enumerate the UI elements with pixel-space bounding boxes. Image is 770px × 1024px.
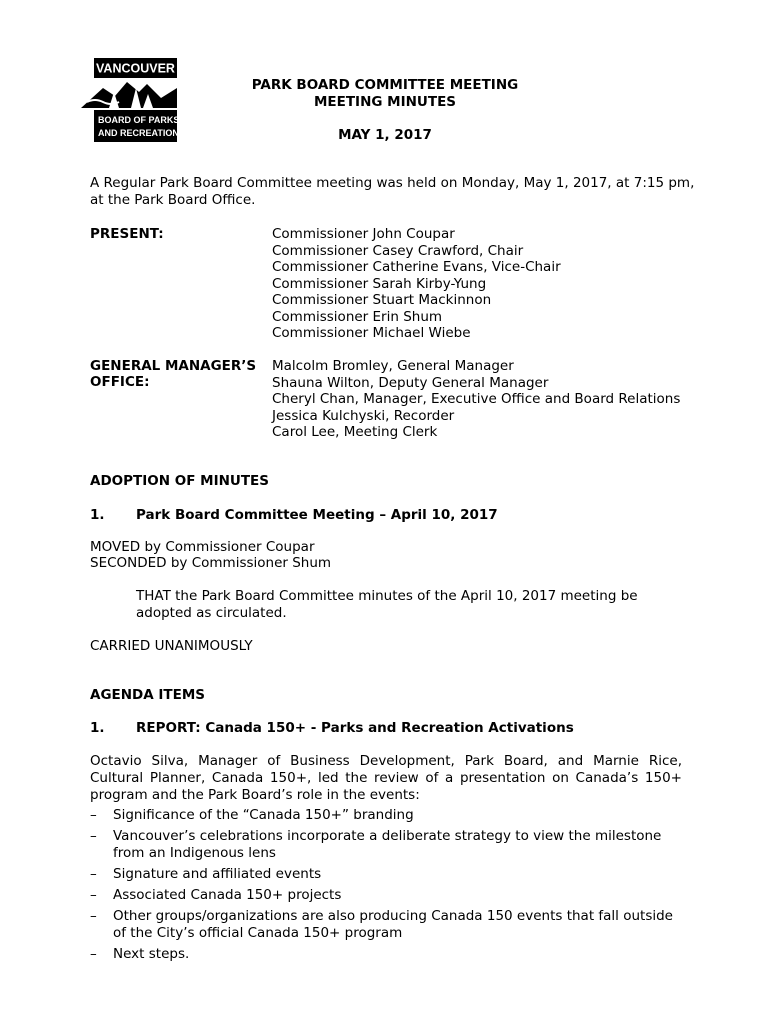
- adoption-heading: ADOPTION OF MINUTES: [90, 473, 270, 489]
- present-name: Commissioner Stuart Mackinnon: [272, 292, 492, 308]
- bullet-dash: –: [90, 807, 97, 823]
- list-item: [90, 866, 690, 883]
- intro-paragraph: A Regular Park Board Committee meeting was held on Monday, May 1, 2017, at 7:15 pm, at the Park Board Office.: [90, 175, 695, 208]
- bullet-text: Signature and affiliated events: [113, 866, 322, 882]
- gm-office-name: Malcolm Bromley, General Manager: [272, 358, 514, 374]
- mountain-icon: [81, 82, 177, 108]
- agenda-item-title: REPORT: Canada 150+ - Parks and Recreation Activations: [136, 720, 574, 736]
- bullet-dash: –: [90, 908, 97, 924]
- agenda-paragraph: Octavio Silva, Manager of Business Development, Park Board, and Marnie Rice, Cultural Planner, Canada 150+, led the review of a presentation on Canada’s 150+ program and the Park Board’s role in the events:: [90, 753, 682, 803]
- adoption-item-number: 1.: [90, 507, 105, 523]
- gm-office-label-line1: GENERAL MANAGER’S: [90, 358, 257, 374]
- gm-office-name: Carol Lee, Meeting Clerk: [272, 424, 438, 440]
- present-name: Commissioner Sarah Kirby-Yung: [272, 275, 487, 292]
- gm-office-name: Shauna Wilton, Deputy General Manager: [272, 374, 549, 391]
- present-list: [272, 226, 561, 342]
- present-name: Commissioner Erin Shum: [272, 308, 443, 325]
- present-name: Commissioner Catherine Evans, Vice-Chair: [272, 259, 561, 275]
- header-title-line1: PARK BOARD COMMITTEE MEETING: [251, 77, 519, 93]
- agenda-bullet-list: [90, 807, 690, 967]
- list-item: [90, 828, 690, 862]
- vancouver-park-board-logo: [81, 58, 177, 142]
- agenda-item-number: 1.: [90, 720, 105, 736]
- meeting-date: MAY 1, 2017: [338, 127, 432, 143]
- logo-text-bottom-1: BOARD OF PARKS: [98, 115, 177, 125]
- list-item: [90, 908, 690, 942]
- present-name: Commissioner Michael Wiebe: [272, 325, 471, 341]
- bullet-dash: –: [90, 828, 97, 844]
- bullet-text: Vancouver’s celebrations incorporate a deliberate strategy to view the milestone from an Indigenous lens: [113, 828, 662, 861]
- gm-office-label-line2: OFFICE:: [90, 374, 150, 390]
- adoption-resolution: THAT the Park Board Committee minutes of the April 10, 2017 meeting be adopted as circulated.: [136, 588, 638, 621]
- bullet-text: Significance of the “Canada 150+” branding: [113, 807, 414, 823]
- bullet-text: Other groups/organizations are also producing Canada 150 events that fall outside of the City’s official Canada 150+ program: [113, 908, 673, 941]
- seconded-by: SECONDED by Commissioner Shum: [90, 555, 332, 571]
- carried-status: CARRIED UNANIMOUSLY: [90, 638, 253, 654]
- moved-by: MOVED by Commissioner Coupar: [90, 539, 315, 555]
- logo-text-bottom-2: AND RECREATION: [98, 128, 177, 138]
- gm-office-name: Cheryl Chan, Manager, Executive Office and Board Relations: [272, 391, 681, 407]
- logo-text-top: VANCOUVER: [96, 61, 175, 76]
- agenda-heading: AGENDA ITEMS: [90, 687, 206, 703]
- bullet-dash: –: [90, 866, 97, 882]
- adoption-item-title: Park Board Committee Meeting – April 10, 2017: [136, 507, 498, 523]
- present-name: Commissioner John Coupar: [272, 226, 455, 242]
- logo-mark: [81, 58, 177, 142]
- header-title-line2: MEETING MINUTES: [313, 94, 457, 110]
- present-name: Commissioner Casey Crawford, Chair: [272, 242, 524, 259]
- list-item: [90, 946, 690, 963]
- list-item: [90, 887, 690, 904]
- bullet-text: Associated Canada 150+ projects: [113, 887, 342, 903]
- bullet-text: Next steps.: [113, 946, 190, 962]
- gm-office-list: [272, 358, 680, 441]
- list-item: [90, 807, 690, 824]
- gm-office-name: Jessica Kulchyski, Recorder: [272, 407, 455, 424]
- bullet-dash: –: [90, 946, 97, 962]
- bullet-dash: –: [90, 887, 97, 903]
- present-label: PRESENT:: [90, 226, 164, 242]
